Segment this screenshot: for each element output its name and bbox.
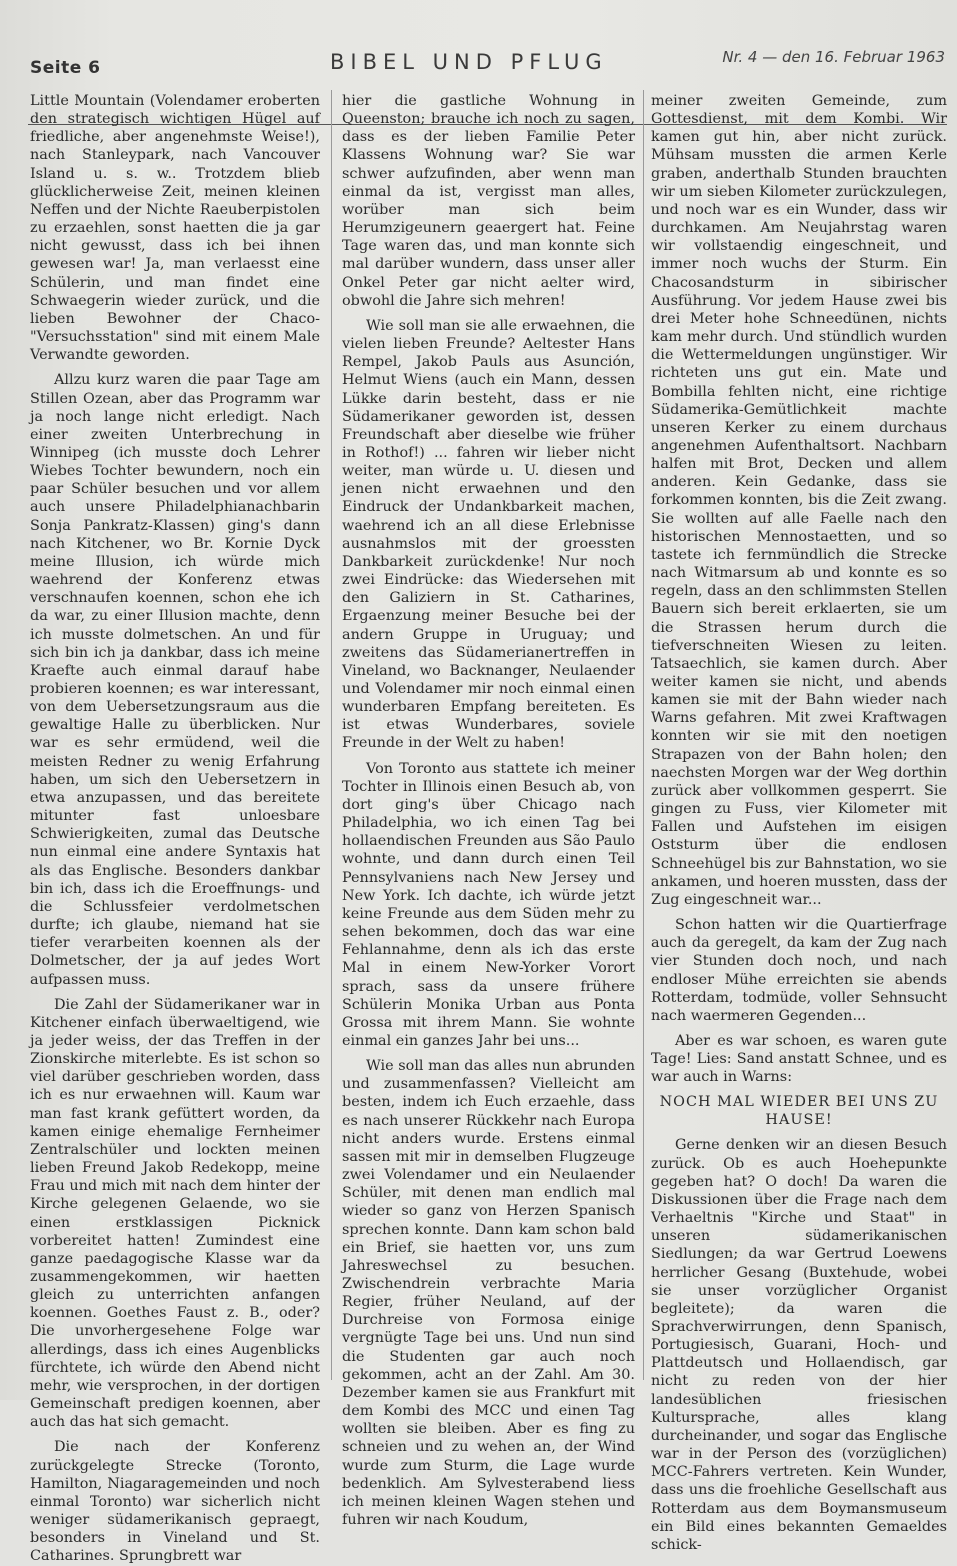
page-header: [0, 44, 957, 84]
column-divider: [331, 90, 332, 1380]
issue-date: Nr. 4 — den 16. Februar 1963: [722, 48, 945, 66]
paragraph: Die nach der Konferenz zurückgelegte Strecke (Toronto, Hamilton, Niagaragemeinden und noch einmal Toronto) war sicherlich nicht weniger südamerikanisch gepraegt, besonders in Vineland und St. Catharines. Sprungbrett war: [30, 1439, 320, 1565]
section-subheading: NOCH MAL WIEDER BEI UNS ZU HAUSE!: [659, 1094, 939, 1129]
page-number: Seite 6: [30, 58, 101, 78]
paragraph: Allzu kurz waren die paar Tage am Stillen Ozean, aber das Programm war ja noch lange nicht erledigt. Nach einer zweiten Unterbrechung in Winnipeg (ich musste doch Lehrer Wiebes Tochter bewundern, noch ein paar Schüler besuchen und vor allem auch unsere Philadelphianachbarin Sonja Pankratz-Klassen) ging's dann nach Kitchener, wo Br. Kornie Dyck meine Illusion, ich würde mich waehrend der Konferenz etwas verschnaufen koennen, schon ehe ich da war, zu einer Illusion machte, denn ich musste dolmetschen. An und für sich bin ich ja dankbar, dass ich meine Kraefte auch einmal darauf habe probieren koennen; es war interessant, von dem Uebersetzungsraum aus die gewaltige Halle zu überblicken. Nur war es sehr ermüdend, weil die meisten Redner zu wenig Erfahrung haben, um sich den Uebersetzern in etwa anzupassen, und das bereitete mitunter fast unloesbare Schwierigkeiten, zumal das Deutsche nun einmal eine andere Syntaxis hat als das Englische. Besonders dankbar bin ich, dass ich die Eroeffnungs- und die Schlussfeier verdolmetschen durfte; ich glaube, niemand hat sie tiefer verarbeiten koennen als der Dolmetscher, der ja auf jedes Wort aufpassen muss.: [30, 372, 320, 988]
paragraph: Die Zahl der Südamerikaner war in Kitchener einfach überwaeltigend, wie ja jeder weiss, der das Treffen in der Zionskirche miterlebte. Es ist schon so viel darüber geschrieben worden, dass ich es nur erwaehnen will. Kaum war man fast krank gefüttert worden, da kamen einige ehemalige Fernheimer Zentralschüler und lockten meinen lieben Freund Jakob Redekopp, meine Frau und mich mit nach dem hinter der Kirche gelegenen Gelaende, wo sie einen erstklassigen Picknick vorbereitet hatten! Zumindest eine ganze paedagogische Klasse war da zusammengekommen, wir haetten gleich zu unterrichten anfangen koennen. Goethes Faust z. B., oder? Die unvorhergesehene Folge war allerdings, dass ich eines Augenblicks fürchtete, ich würde den Abend nicht mehr, wie versprochen, in der dortigen Gemeinschaft predigen koennen, aber auch das hat sich gemacht.: [30, 996, 320, 1431]
paragraph: Gerne denken wir an diesen Besuch zurück. Ob es auch Hoehepunkte gegeben hat? O doch! Da waren die Diskussionen über die Frage nach dem Verhaeltnis "Kirche und Staat" in unseren südamerikanischen Siedlungen; da war Gertrud Loewens herrlicher Gesang (Buxtehude, wobei sie unser vorzüglicher Organist begleitete); da waren die Sprachverwirrungen, denn Spanisch, Portugiesisch, Guarani, Hoch- und Plattdeutsch und Hollaendisch, gar nicht zu reden von der hier landesüblichen friesischen Kultursprache, alles klang durcheinander, und sogar das Englische war in der Person des (vorzüglichen) MCC-Fahrers vertreten. Kein Wunder, dass uns die froehliche Gesellschaft aus Rotterdam aus dem Boymansmuseum ein Bild eines bekannten Gemaeldes schick-: [651, 1137, 947, 1553]
text-column-3: [651, 92, 947, 1553]
paragraph: Wie soll man das alles nun abrunden und zusammenfassen? Vielleicht am besten, indem ich Euch erzaehle, dass es nach unserer Rückkehr nach Europa nicht anders wurde. Erstens einmal sassen mit mir in demselben Flugzeuge zwei Volendamer und ein Neulaender Schüler, mit denen man endlich mal wieder so ganz von Herzen Spanisch sprechen konnte. Dann kam schon bald ein Brief, sie haetten vor, uns zum Jahreswechsel zu besuchen. Zwischendrein verbrachte Maria Regier, früher Neuland, auf der Durchreise von Formosa einige vergnügte Tage bei uns. Und nun sind die Studenten gar auch noch gekommen, acht an der Zahl. Am 30. Dezember kamen sie aus Frankfurt mit dem Kombi des MCC und einen Tag wollten sie bleiben. Aber es fing zu schneien und zu wehen an, der Wind wurde zum Sturm, die Lage wurde bedenklich. Am Sylvesterabend liess ich meinen kleinen Wagen stehen und fuhren wir nach Koudum,: [342, 1058, 635, 1529]
paragraph: Von Toronto aus stattete ich meiner Tochter in Illinois einen Besuch ab, von dort ging's über Chicago nach Philadelphia, wo ich einen Tag bei hollaendischen Freunden aus São Paulo wohnte, und dann durch einen Teil Pennsylvaniens nach New Jersey und New York. Ich dachte, ich würde jetzt keine Freunde aus dem Süden mehr zu sehen bekommen, doch das war eine Fehlannahme, denn als ich das erste Mal in einem New-Yorker Vorort sprach, sass da unsere frühere Schülerin Monika Urban aus Ponta Grossa mit ihrem Mann. Sie wohnte einmal ein ganzes Jahr bei uns...: [342, 760, 635, 1049]
paragraph: Wie soll man sie alle erwaehnen, die vielen lieben Freunde? Aeltester Hans Rempel, Jakob Pauls aus Asunción, Helmut Wiens (auch ein Mann, dessen Lükke darin besteht, dass er nie Südamerikaner geworden ist, dessen Freundschaft aber dieselbe wie früher in Rothof!) ... fahren wir lieber nicht weiter, man würde u. U. diesen und jenen nicht erwaehnen und den Eindruck der Undankbarkeit machen, waehrend ich an all diese Erlebnisse ausnahmslos mit der groessten Dankbarkeit zurückdenke! Nur noch zwei Eindrücke: das Wiedersehen mit den Galiziern in St. Catharines, Ergaenzung meiner Besuche bei der andern Gruppe in Uruguay; und zweitens das Südamerianertreffen in Vineland, wo Backnanger, Neulaender und Volendamer mir noch einmal einen wunderbaren Empfang bereiteten. Es ist etwas Wunderbares, soviele Freunde in der Welt zu haben!: [342, 317, 635, 752]
paragraph: hier die gastliche Wohnung in Queenston; brauche ich noch zu sagen, dass es der lieben Familie Peter Klassens Wohnung war? Sie war schwer aufzufinden, aber wenn man einmal da ist, vergisst man alles, worüber man sich beim Herumzigeunern geaergert hat. Feine Tage waren das, und man konnte sich mal darüber wundern, dass unser aller Onkel Peter gar nicht aelter wird, obwohl die Jahre sich mehren!: [342, 93, 635, 309]
paragraph: Aber es war schoen, es waren gute Tage! Lies: Sand anstatt Schnee, und es war auch in Warns:: [651, 1032, 947, 1086]
column-divider: [643, 90, 644, 1380]
text-column-1: [30, 92, 320, 1565]
masthead-title: BIBEL UND PFLUG: [330, 50, 608, 74]
paragraph: Little Mountain (Volendamer eroberten den strategisch wichtigen Hügel auf friedliche, aber angenehmste Weise!), nach Stanleypark, nach Vancouver Island u. s. w.. Trotzdem blieb glücklicherweise Zeit, meinen kleinen Neffen und der Nichte Raeuberpistolen zu erzaehlen, sonst haetten die ja gar nicht gewusst, dass ich bei ihnen gewesen war! Ja, man verlaesst eine Schülerin, und man findet eine Schwaegerin wieder zurück, und die lieben Bewohner der Chaco-"Versuchsstation" sind mit einem Male Verwandte geworden.: [30, 93, 320, 364]
text-column-2: [342, 92, 635, 1529]
paragraph: Schon hatten wir die Quartierfrage auch da geregelt, da kam der Zug nach vier Stunden doch noch, und nach endloser Mühe erreichten sie abends Rotterdam, todmüde, voller Sehnsucht nach waermeren Gegenden...: [651, 917, 947, 1024]
paragraph: meiner zweiten Gemeinde, zum Gottesdienst, mit dem Kombi. Wir kamen gut hin, aber nicht zurück. Mühsam mussten die armen Kerle graben, anderthalb Stunden brauchten wir um sieben Kilometer zurückzulegen, und noch war es ein Wunder, dass wir durchkamen. Am Neujahrstag waren wir vollstaendig eingeschneit, und immer noch wuchs der Sturm. Ein Chacosandsturm in sibirischer Ausführung. Vor jedem Hause zwei bis drei Meter hohe Schneedünen, nichts kam mehr durch. Und stündlich wurden die Wettermeldungen ungünstiger. Wir richteten uns gut ein. Mate und Bombilla fehlten nicht, eine richtige Südamerika-Gemütlichkeit machte unseren Kerker zu einem durchaus angenehmen Aufenthaltsort. Nachbarn halfen mit Brot, Decken und allem anderen. Kein Gedanke, dass sie forkommen konnten, bis die Zeit zwang. Sie wollten auf alle Faelle nach den historischen Mennostaetten, und so tastete ich fernmündlich die Strecke nach Witmarsum ab und konnte es so regeln, dass an den schlimmsten Stellen Bauern sich bereit erklaerten, sie um die Strassen herum durch die tiefverschneiten Wiesen zu leiten. Tatsaechlich, sie kamen durch. Aber weiter kamen sie nicht, und abends kamen sie mit der Bahn wieder nach Warns gefahren. Mit zwei Kraftwagen konnten wir sie mit den noetigen Strapazen von der Bahn holen; den naechsten Morgen war der Weg dorthin zurück aber vollkommen gesperrt. Sie gingen zu Fuss, vier Kilometer mit Fallen und Aufstehen im eisigen Oststurm über die endlosen Schneehügel bis zur Bahnstation, wo sie ankamen, und hoeren mussten, dass der Zug eingeschneit war...: [651, 93, 947, 908]
